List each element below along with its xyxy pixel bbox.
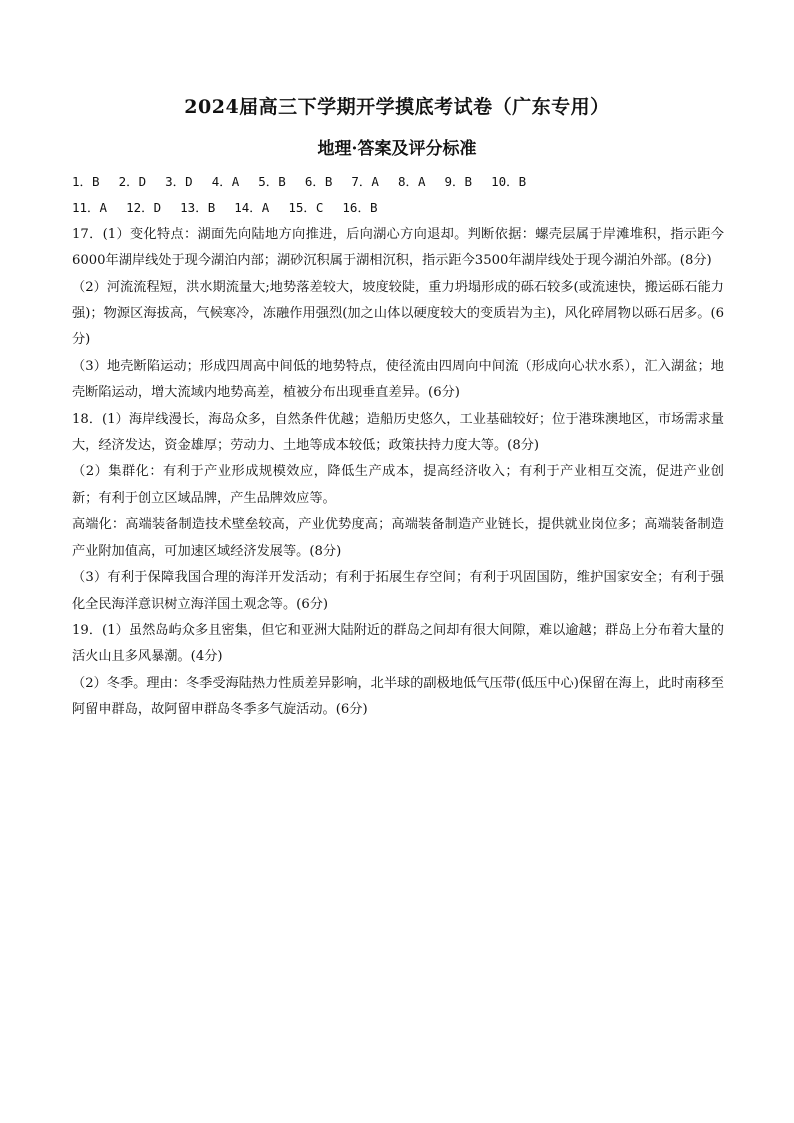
answer-18-part-1: 18．(1）海岸线漫长，海岛众多，自然条件优越；造船历史悠久，工业基础较好；位于港珠澳地区，市场需求量大，经济发达，资金雄厚；劳动力、土地等成本较低；政策扶持力度大等。(8分) (72, 411, 724, 454)
mcq-answer: 12．D (126, 200, 162, 216)
mcq-answers-row-1 (72, 169, 724, 195)
answer-body (72, 169, 724, 724)
mcq-answer: 1．B (72, 174, 100, 189)
mcq-answer: 6．B (304, 174, 333, 189)
mcq-answer: 9．B (444, 174, 473, 189)
mcq-answer: 5．B (258, 174, 286, 189)
mcq-answer: 7．A (351, 174, 379, 189)
mcq-answer: 14．A (234, 200, 270, 216)
mcq-answer: 13．B (180, 200, 216, 216)
answer-17-part-1: 17．(1）变化特点：湖面先向陆地方向推进，后向湖心方向退却。判断依据：螺壳层属于岸滩堆积，指示距今6000年湖岸线处于现今湖泊内部；湖砂沉积属于湖相沉积，指示距今3500年湖岸线处于现今湖泊外部。(8分) (72, 226, 724, 269)
mcq-answer: 2．D (118, 174, 147, 189)
mcq-answer: 15．C (288, 200, 324, 216)
mcq-answer: 8．A (397, 174, 426, 189)
document-subtitle: 地理·答案及评分标准 (317, 139, 477, 159)
answer-18-part-3: （3）有利于保障我国合理的海洋开发活动；有利于拓展生存空间；有利于巩固国防，维护国家安全；有利于强化全民海洋意识树立海洋国土观念等。(6分) (72, 570, 724, 612)
mcq-answers-row-2 (72, 195, 724, 221)
mcq-answer: 16．B (342, 200, 378, 216)
answer-19-part-1: 19．(1）虽然岛屿众多且密集，但它和亚洲大陆附近的群岛之间却有很大间隙，难以逾越；群岛上分布着大量的活火山且多风暴潮。(4分) (72, 622, 724, 665)
answer-18-part-2-high-end: 高端化：高端装备制造技术壁垒较高，产业优势度高；高端装备制造产业链长，提供就业岗位多；高端装备制造产业附加值高，可加速区域经济发展等。(8分) (72, 517, 724, 559)
answer-19-part-2: （2）冬季。理由：冬季受海陆热力性质差异影响，北半球的副极地低气压带(低压中心)保留在海上，此时南移至阿留申群岛，故阿留申群岛冬季多气旋活动。(6分) (72, 675, 724, 718)
mcq-answer: 3．D (165, 174, 193, 189)
mcq-answer: 10．B (491, 174, 527, 189)
mcq-answer: 4．A (211, 174, 240, 189)
mcq-answer: 11．A (72, 200, 108, 216)
answer-18-part-2-cluster: （2）集群化：有利于产业形成规模效应，降低生产成本，提高经济收入；有利于产业相互交流，促进产业创新；有利于创立区域品牌，产生品牌效应等。 (72, 464, 724, 506)
answer-17-part-3: （3）地壳断陷运动；形成四周高中间低的地势特点，使径流由四周向中间流（形成向心状水系），汇入湖盆；地壳断陷运动，增大流域内地势高差，植被分布出现垂直差异。(6分) (72, 358, 724, 401)
answer-17-part-2: （2）河流流程短，洪水期流量大;地势落差较大，坡度较陡，重力坍塌形成的砾石较多(或流速快，搬运砾石能力强)；物源区海拔高，气候寒冷，冻融作用强烈(加之山体以硬度较大的变质岩为主)，风化碎屑物以砾石居多。(6分) (72, 279, 724, 348)
document-title: 2024届高三下学期开学摸底考试卷（广东专用） (184, 96, 610, 118)
